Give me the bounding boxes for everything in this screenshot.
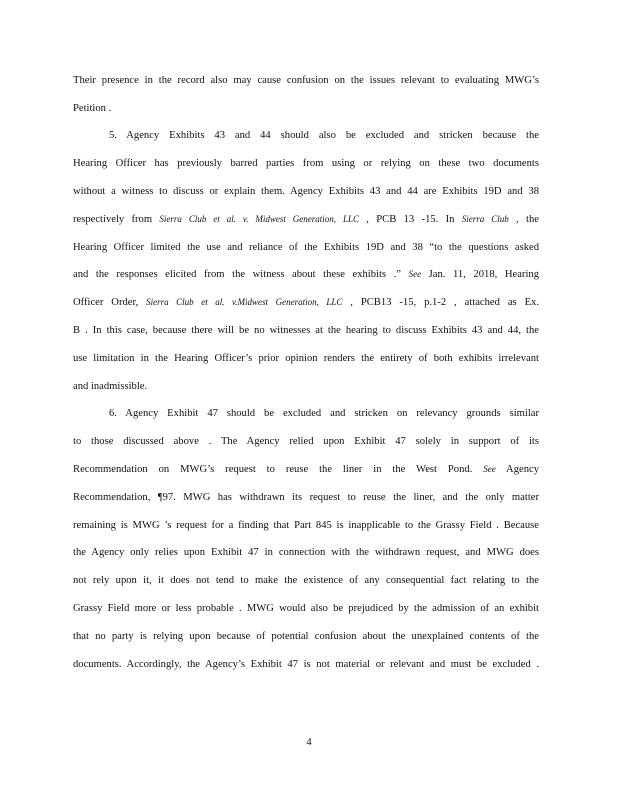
text-line: B . In this case, because there will be no witnesses at the hearing to discuss Exhibits 43 and 44, the: [73, 325, 539, 336]
text-line: use limitation in the Hearing Officer’s prior opinion renders the entirety of both exhibits irrelevant: [73, 353, 539, 364]
text-line: Their presence in the record also may cause confusion on the issues relevant to evaluating MWG’s: [73, 75, 539, 86]
paragraph-6-start: 6. Agency Exhibit 47 should be excluded and stricken on relevancy grounds similar: [109, 408, 539, 419]
text-line: documents. Accordingly, the Agency’s Exhibit 47 is not material or relevant and must be excluded .: [73, 659, 539, 670]
text-line: to those discussed above . The Agency relied upon Exhibit 47 solely in support of its: [73, 436, 539, 447]
case-short-citation: Sierra Club: [461, 214, 509, 224]
text-line: the Agency only relies upon Exhibit 47 in connection with the withdrawn request, and MWG does: [73, 547, 539, 558]
see-signal: See: [408, 269, 422, 279]
page-number: 4: [306, 737, 312, 748]
text-line: without a witness to discuss or explain them. Agency Exhibits 43 and 44 are Exhibits 19D and 38: [73, 186, 539, 197]
text-line: that no party is relying upon because of potential confusion about the unexplained contents of the: [73, 631, 539, 642]
text-line: and the responses elicited from the witness about these exhibits .” See Jan. 11, 2018, Hearing: [73, 269, 539, 280]
case-citation: Sierra Club et al. v. Midwest Generation, LLC: [159, 214, 359, 224]
text-line: Recommendation, ¶97. MWG has withdrawn its request to reuse the liner, and the only matter: [73, 492, 539, 503]
text-line: respectively from Sierra Club et al. v. Midwest Generation, LLC , PCB 13 -15. In Sierra Club , the: [73, 214, 539, 225]
case-citation: Sierra Club et al. v.Midwest Generation, LLC: [146, 297, 343, 307]
text-line: Recommendation on MWG’s request to reuse the liner in the West Pond. See Agency: [73, 464, 539, 475]
text-line: not rely upon it, it does not tend to make the existence of any consequential fact relating to the: [73, 575, 539, 586]
see-signal: See: [483, 464, 496, 474]
text-line: Grassy Field more or less probable . MWG would also be prejudiced by the admission of an exhibit: [73, 603, 539, 614]
paragraph-5-start: 5. Agency Exhibits 43 and 44 should also be excluded and stricken because the: [109, 130, 539, 141]
text-line: and inadmissible.: [73, 381, 148, 392]
text-line: Hearing Officer limited the use and reliance of the Exhibits 19D and 38 “to the questions asked: [73, 242, 539, 253]
text-line: remaining is MWG ’s request for a finding that Part 845 is inapplicable to the Grassy Field . Because: [73, 520, 539, 531]
text-line: Officer Order, Sierra Club et al. v.Midwest Generation, LLC , PCB13 -15, p.1-2 , attached as Ex.: [73, 297, 539, 308]
text-line: Petition .: [73, 103, 112, 114]
text-line: Hearing Officer has previously barred parties from using or relying on these two documents: [73, 158, 539, 169]
